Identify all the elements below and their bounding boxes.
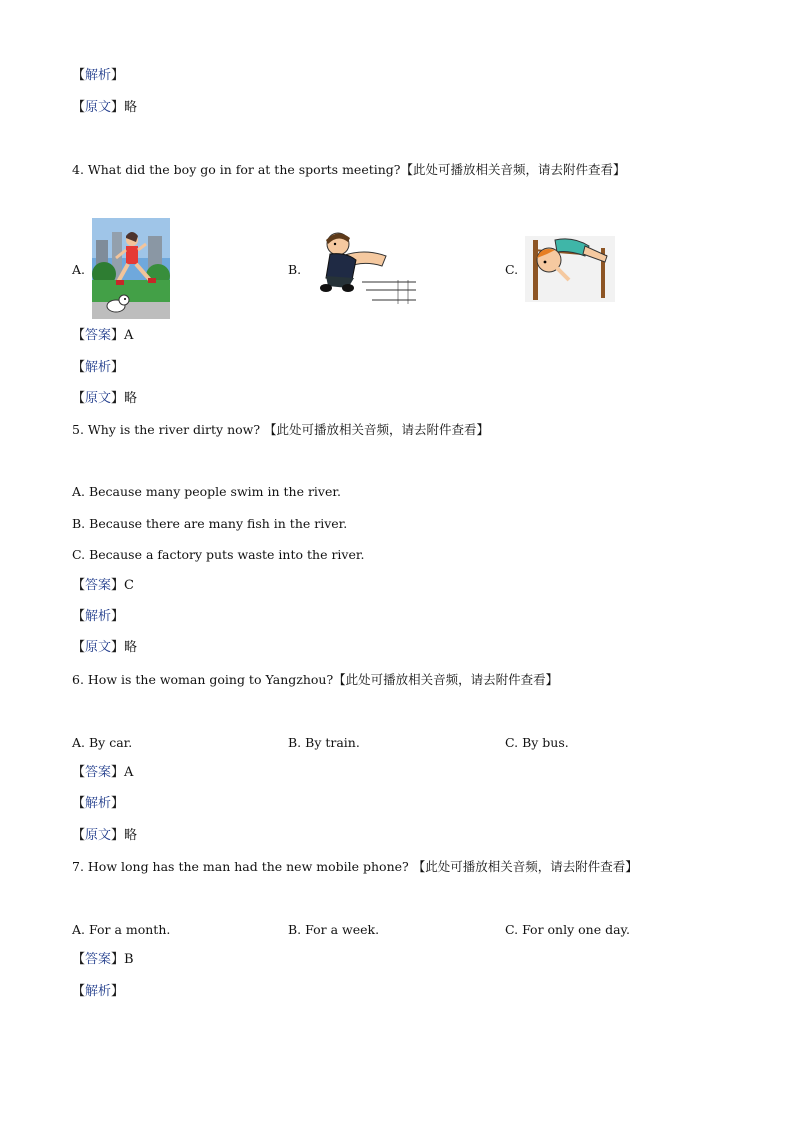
q4-analysis-heading: 【解析】 — [72, 360, 125, 375]
q4-original-text: 【原文】略 — [72, 391, 138, 406]
q6-original-text: 【原文】略 — [72, 828, 138, 843]
question-7-text: 7. How long has the man had the new mobile phone? — [72, 859, 409, 874]
q5-original-text: 【原文】略 — [72, 640, 138, 655]
q5-analysis-heading: 【解析】 — [72, 609, 125, 624]
audio-note: 【此处可播放相关音频，请去附件查看】 — [400, 162, 626, 177]
original-text-value: 略 — [124, 100, 138, 115]
long-jump-boy-image — [316, 226, 422, 310]
q6-answer-value: A — [124, 765, 134, 780]
question-4-text: 4. What did the boy go in for at the sports meeting? — [72, 162, 401, 177]
q5-option-c: C. Because a factory puts waste into the river. — [72, 547, 365, 562]
q6-option-b: B. By train. — [288, 735, 360, 750]
q7-answer: 【答案】B — [72, 952, 134, 967]
high-jump-boy-image — [525, 236, 615, 302]
q5-answer-value: C — [124, 578, 134, 593]
q7-option-c: C. For only one day. — [505, 922, 630, 937]
q4-option-c-label: C. — [505, 262, 519, 277]
audio-note: 【此处可播放相关音频，请去附件查看】 — [412, 859, 638, 874]
question-7 — [72, 859, 638, 875]
analysis-heading: 【解析】 — [72, 68, 125, 83]
question-4 — [72, 162, 626, 178]
audio-note: 【此处可播放相关音频，请去附件查看】 — [333, 672, 559, 687]
q5-answer: 【答案】C — [72, 578, 134, 593]
q7-analysis-heading: 【解析】 — [72, 984, 125, 999]
question-6-text: 6. How is the woman going to Yangzhou? — [72, 672, 334, 687]
q5-option-b: B. Because there are many fish in the river. — [72, 516, 348, 531]
runner-girl-with-dog-image — [92, 218, 170, 319]
q6-option-c: C. By bus. — [505, 735, 569, 750]
q4-option-a-label: A. — [72, 262, 86, 277]
original-text-heading: 【原文】略 — [72, 100, 138, 115]
q4-answer: 【答案】A — [72, 328, 134, 343]
q7-option-a: A. For a month. — [72, 922, 171, 937]
q6-option-a: A. By car. — [72, 735, 133, 750]
q5-option-a: A. Because many people swim in the river. — [72, 484, 341, 499]
q4-option-b-label: B. — [288, 262, 302, 277]
question-5-text: 5. Why is the river dirty now? — [72, 422, 261, 437]
question-6 — [72, 672, 558, 688]
q4-answer-value: A — [124, 328, 134, 343]
audio-note: 【此处可播放相关音频，请去附件查看】 — [264, 422, 490, 437]
q6-analysis-heading: 【解析】 — [72, 796, 125, 811]
q6-answer: 【答案】A — [72, 765, 134, 780]
q7-option-b: B. For a week. — [288, 922, 380, 937]
q7-answer-value: B — [124, 952, 134, 967]
question-5 — [72, 422, 489, 438]
